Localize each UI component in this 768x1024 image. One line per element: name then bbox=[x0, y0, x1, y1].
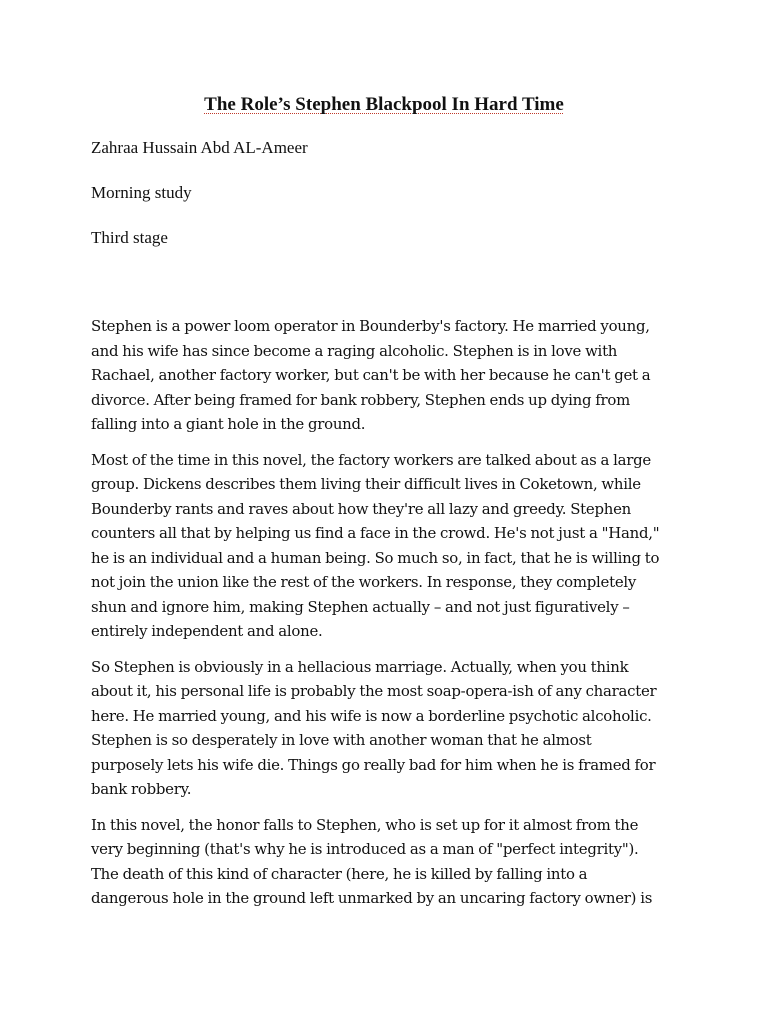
body-paragraph bbox=[91, 655, 691, 802]
study-stage: Third stage bbox=[91, 228, 168, 247]
body-paragraph bbox=[91, 314, 691, 437]
paragraph-line: counters all that by helping us find a face in the crowd. He's not just a "Hand," bbox=[91, 524, 660, 542]
paragraph-line: In this novel, the honor falls to Stephen, who is set up for it almost from the bbox=[91, 815, 639, 834]
paragraph-line: here. He married young, and his wife is now a borderline psychotic alcoholic. bbox=[91, 706, 652, 725]
paragraph-line: divorce. After being framed for bank robbery, Stephen ends up dying from bbox=[91, 390, 630, 409]
paragraph-line: falling into a giant hole in the ground. bbox=[91, 415, 366, 433]
paragraph-line: Stephen is so desperately in love with another woman that he almost bbox=[91, 731, 592, 749]
paragraph-line: Bounderby rants and raves about how they're all lazy and greedy. Stephen bbox=[91, 499, 632, 518]
paragraph-line: he is an individual and a human being. So much so, in fact, that he is willing to bbox=[91, 548, 660, 567]
paragraph-line: entirely independent and alone. bbox=[91, 622, 323, 640]
paragraph-line: Stephen is a power loom operator in Bounderby's factory. He married young, bbox=[91, 317, 650, 335]
paragraph-line: Rachael, another factory worker, but can't be with her because he can't get a bbox=[91, 366, 651, 384]
paragraph-line: shun and ignore him, making Stephen actually – and not just figuratively – bbox=[91, 597, 630, 616]
paragraph-line: So Stephen is obviously in a hellacious marriage. Actually, when you think bbox=[91, 657, 629, 676]
body-paragraph bbox=[91, 448, 691, 644]
study-type: Morning study bbox=[91, 183, 192, 202]
paragraph-line: The death of this kind of character (here, he is killed by falling into a bbox=[91, 864, 588, 883]
document-body bbox=[91, 314, 691, 922]
paragraph-line: group. Dickens describes them living their difficult lives in Coketown, while bbox=[91, 475, 641, 493]
paragraph-line: Most of the time in this novel, the factory workers are talked about as a large bbox=[91, 450, 651, 469]
paragraph-line: about it, his personal life is probably the most soap-opera-ish of any character bbox=[91, 682, 657, 700]
paragraph-line: very beginning (that's why he is introduced as a man of "perfect integrity"). bbox=[91, 840, 639, 858]
document-title-text: The Role’s Stephen Blackpool In Hard Time bbox=[204, 94, 564, 115]
paragraph-line: not join the union like the rest of the workers. In response, they completely bbox=[91, 573, 637, 591]
document-title bbox=[0, 94, 768, 116]
paragraph-line: dangerous hole in the ground left unmarked by an uncaring factory owner) is bbox=[91, 889, 653, 907]
paragraph-line: bank robbery. bbox=[91, 780, 192, 798]
paragraph-line: and his wife has since become a raging alcoholic. Stephen is in love with bbox=[91, 341, 618, 360]
paragraph-line: purposely lets his wife die. Things go really bad for him when he is framed for bbox=[91, 755, 656, 774]
author-name: Zahraa Hussain Abd AL-Ameer bbox=[91, 138, 308, 157]
body-paragraph bbox=[91, 813, 691, 911]
